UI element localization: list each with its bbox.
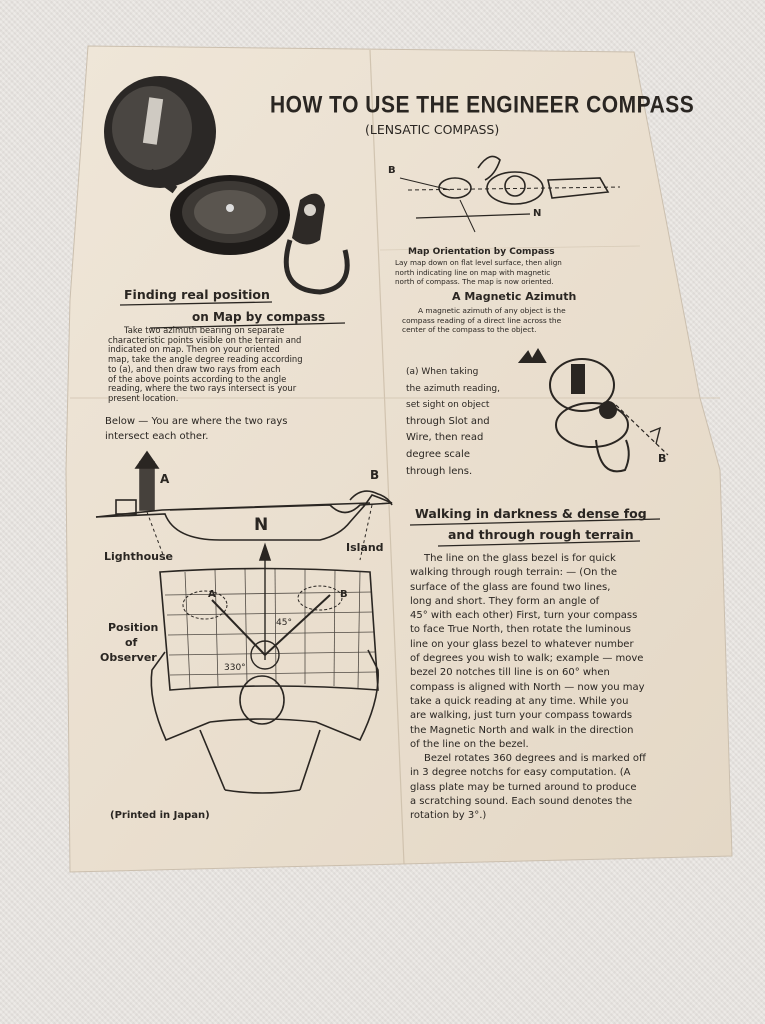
azimuth-reading-text <box>406 364 500 480</box>
diagram-label-lighthouse: Lighthouse <box>104 550 173 563</box>
walking-line: a scratching sound. Each sound denotes the <box>410 796 633 808</box>
walking-line: 45° with each other) First, turn your compass <box>410 610 638 622</box>
walking-line: rotation by 3°.) <box>410 810 487 822</box>
diagram-label-b: B <box>370 468 380 482</box>
finding-line: to (a), and then draw two rays from each <box>108 363 281 374</box>
diagram-label-observer: Observer <box>100 651 157 664</box>
diagram-label-of: of <box>125 636 138 649</box>
map-angle-330: 330° <box>224 663 246 673</box>
map-label-a: A <box>208 589 216 600</box>
printed-in-footer: (Printed in Japan) <box>110 810 210 821</box>
map-label-b: B <box>340 589 348 600</box>
reading-line: through lens. <box>406 465 473 477</box>
azimuth-text <box>402 306 566 335</box>
finding-line: of the above points according to the angle <box>108 373 287 384</box>
walking-heading-1: Walking in darkness & dense fog <box>415 506 647 521</box>
walking-line: in 3 degree notchs for easy computation. (A <box>410 767 631 779</box>
map-orientation-line: north of compass. The map is now oriented. <box>395 277 554 286</box>
walking-line: of the line on the bezel. <box>410 738 529 750</box>
diagram-label-position: Position <box>108 621 159 634</box>
map-orientation-line: Lay map down on flat level surface, then align <box>395 258 562 267</box>
below-text <box>105 414 287 444</box>
finding-line: Take two azimuth bearing on separate <box>124 325 285 335</box>
reading-line: the azimuth reading, <box>406 383 500 394</box>
diagram-label-island: Island <box>346 541 384 554</box>
walking-heading-2: and through rough terrain <box>448 527 634 542</box>
walking-line: take a quick reading at any time. While you <box>410 695 629 707</box>
walking-line: line on your glass bezel to whatever number <box>410 638 634 650</box>
azimuth-label-b: B <box>658 452 667 465</box>
walking-line: long and short. They form an angle of <box>410 595 600 607</box>
reading-line: set sight on object <box>406 400 490 411</box>
finding-heading-1: Finding real position <box>124 287 270 302</box>
orientation-label-b: B <box>388 165 396 176</box>
finding-text <box>108 326 303 404</box>
page-subtitle: (LENSATIC COMPASS) <box>365 122 500 137</box>
reading-line: degree scale <box>406 448 470 460</box>
walking-line: walking through rough terrain: — (On the <box>410 567 617 579</box>
map-orientation-line: north indicating line on map with magnetic <box>395 267 551 277</box>
walking-line: the Magnetic North and walk in the direction <box>410 724 634 736</box>
reading-line: Wire, then read <box>406 432 484 444</box>
azimuth-line: A magnetic azimuth of any object is the <box>418 306 566 315</box>
walking-text <box>410 552 646 824</box>
finding-line: present location. <box>108 392 179 403</box>
diagram-label-a: A <box>160 472 170 486</box>
map-orientation-heading: Map Orientation by Compass <box>408 247 555 257</box>
finding-line: reading, where the two rays intersect is your <box>108 383 297 394</box>
below-line: Below — You are where the two rays <box>105 416 288 427</box>
walking-line: compass is aligned with North — now you may <box>410 681 645 693</box>
map-orientation-text <box>395 258 562 287</box>
finding-line: map, take the angle degree reading according <box>108 354 303 365</box>
finding-line: characteristic points visible on the terrain and <box>108 334 302 345</box>
walking-line: Bezel rotates 360 degrees and is marked off <box>424 753 646 765</box>
azimuth-heading: A Magnetic Azimuth <box>452 290 577 303</box>
walking-line: surface of the glass are found two lines, <box>410 581 611 593</box>
page-title: HOW TO USE THE ENGINEER COMPASS <box>270 92 695 119</box>
reading-line: through Slot and <box>406 415 490 427</box>
reading-line: (a) When taking <box>406 367 479 377</box>
azimuth-line: compass reading of a direct line across the <box>402 315 562 325</box>
walking-line: glass plate may be turned around to produce <box>410 781 637 793</box>
walking-line: are walking, just turn your compass towards <box>410 710 633 722</box>
walking-line: to face True North, then rotate the luminous <box>410 624 631 636</box>
azimuth-line: center of the compass to the object. <box>402 325 537 334</box>
orientation-label-n: N <box>533 208 542 219</box>
walking-line: of degrees you wish to walk; example — move <box>410 653 644 665</box>
below-line: intersect each other. <box>105 431 209 442</box>
finding-line: indicated on map. Then on your oriented <box>108 344 280 355</box>
finding-heading-2: on Map by compass <box>192 310 326 324</box>
walking-line: The line on the glass bezel is for quick <box>424 553 616 564</box>
diagram-label-n: N <box>254 515 269 535</box>
walking-line: bezel 20 notches till line is on 60° when <box>410 667 610 679</box>
map-angle-45: 45° <box>276 618 292 628</box>
